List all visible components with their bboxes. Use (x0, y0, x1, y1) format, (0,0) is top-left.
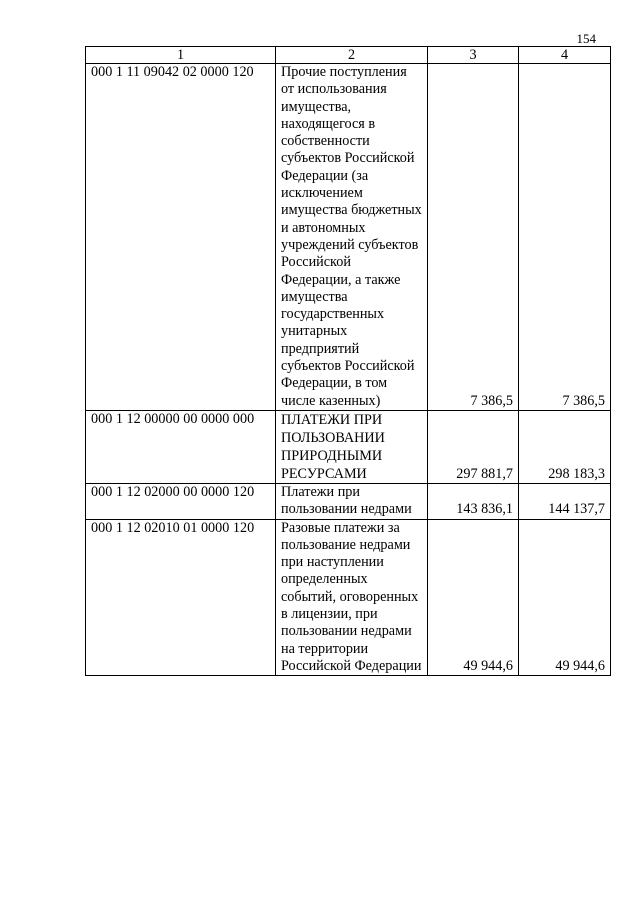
page-number: 154 (576, 31, 596, 46)
table-row (86, 483, 611, 519)
revenue-name: Прочие поступления от использования имущества, находящегося в собственности субъектов Российской Федерации (за исключением имущества бюджетных и автономных учреждений субъектов Российской Федерации, а также имущества государственных унитарных предприятий субъектов Российской Федерации, в том числе казенных) (276, 64, 428, 411)
amount-col3: 143 836,1 (428, 483, 519, 519)
amount-col4: 298 183,3 (519, 410, 611, 483)
column-header-2: 2 (276, 47, 428, 64)
budget-table (85, 46, 611, 676)
column-header-1: 1 (86, 47, 276, 64)
amount-col3: 7 386,5 (428, 64, 519, 411)
classification-code: 000 1 12 02010 01 0000 120 (86, 519, 276, 676)
classification-code: 000 1 11 09042 02 0000 120 (86, 64, 276, 411)
amount-col4: 49 944,6 (519, 519, 611, 676)
revenue-name: ПЛАТЕЖИ ПРИ ПОЛЬЗОВАНИИ ПРИРОДНЫМИ РЕСУРСАМИ (276, 410, 428, 483)
classification-code: 000 1 12 02000 00 0000 120 (86, 483, 276, 519)
table-row (86, 64, 611, 411)
table-row (86, 519, 611, 676)
table-header (86, 47, 611, 64)
amount-col4: 144 137,7 (519, 483, 611, 519)
column-header-4: 4 (519, 47, 611, 64)
revenue-name: Разовые платежи за пользование недрами при наступлении определенных событий, оговоренных в лицензии, при пользовании недрами на территории Российской Федерации (276, 519, 428, 676)
amount-col4: 7 386,5 (519, 64, 611, 411)
revenue-name: Платежи при пользовании недрами (276, 483, 428, 519)
column-header-3: 3 (428, 47, 519, 64)
amount-col3: 49 944,6 (428, 519, 519, 676)
header-row (86, 47, 611, 64)
table-row (86, 410, 611, 483)
classification-code: 000 1 12 00000 00 0000 000 (86, 410, 276, 483)
amount-col3: 297 881,7 (428, 410, 519, 483)
